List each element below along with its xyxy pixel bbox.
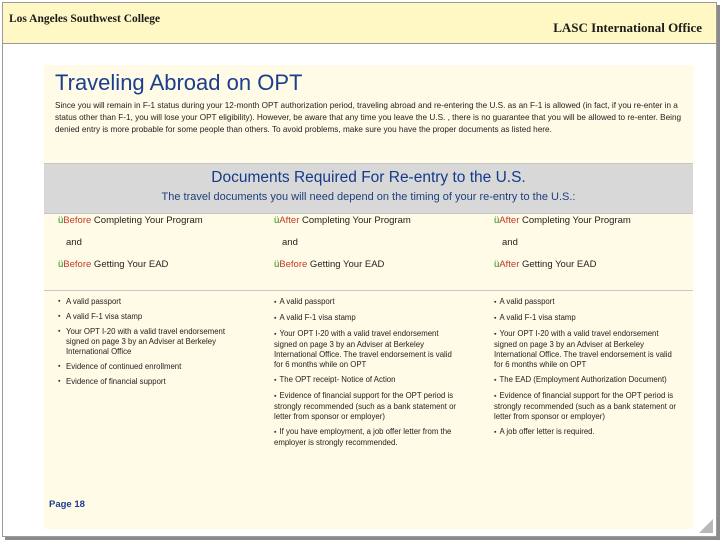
- list-item: ▪ A valid passport: [274, 297, 459, 308]
- page-number: Page 18: [49, 499, 85, 510]
- and-label: and: [282, 237, 298, 248]
- column-3-header: [494, 212, 631, 278]
- slide-header: [3, 3, 716, 44]
- list-item: ▪ Evidence of financial support for the OPT period is strongly recommended (such as a bank statement or letter from sponsor or employer): [494, 391, 679, 422]
- condition-text: Completing Your Program: [519, 215, 631, 226]
- list-item: ▪ Your OPT I-20 with a valid travel endorsement signed on page 3 by an Adviser at Berkeley International Office: [58, 327, 238, 357]
- condition-line: [58, 256, 203, 278]
- condition-keyword: Before: [63, 259, 92, 270]
- list-item: ▪ Your OPT I-20 with a valid travel endorsement signed on page 3 by an Adviser at Berkeley International Office. The travel endorsement is valid for 6 months while on OPT: [274, 329, 459, 370]
- condition-keyword: Before: [279, 259, 308, 270]
- list-item: ▪ If you have employment, a job offer letter from the employer is strongly recommended.: [274, 427, 459, 448]
- list-item: ▪ Evidence of financial support: [58, 377, 238, 387]
- column-3-list: [494, 297, 679, 443]
- column-2-header: [274, 212, 411, 278]
- and-label: and: [66, 237, 82, 248]
- and-label: and: [502, 237, 518, 248]
- list-item: ▪ A valid F-1 visa stamp: [274, 313, 459, 324]
- college-name: Los Angeles Southwest College: [9, 13, 161, 25]
- condition-line: [274, 256, 411, 278]
- list-item: ▪ Evidence of continued enrollment: [58, 362, 238, 372]
- check-icon: ü: [58, 259, 64, 270]
- section-title: Documents Required For Re-entry to the U.S.: [211, 169, 526, 186]
- condition-line: [274, 212, 411, 234]
- condition-keyword: Before: [63, 215, 92, 226]
- condition-text: Getting Your EAD: [519, 259, 597, 270]
- condition-line: [494, 256, 631, 278]
- page-curl-icon: [699, 519, 713, 533]
- list-item: ▪ A job offer letter is required.: [494, 427, 679, 438]
- check-icon: ü: [274, 259, 280, 270]
- column-1-header: [58, 212, 203, 278]
- condition-text: Completing Your Program: [91, 215, 203, 226]
- condition-text: Getting Your EAD: [91, 259, 169, 270]
- condition-line: [58, 212, 203, 234]
- list-item: ▪ A valid passport: [494, 297, 679, 308]
- section-subtitle: The travel documents you will need depend on the timing of your re-entry to the U.S.:: [161, 191, 576, 203]
- check-icon: ü: [494, 215, 500, 226]
- condition-text: Completing Your Program: [299, 215, 411, 226]
- list-item: ▪ The EAD (Employment Authorization Document): [494, 375, 679, 386]
- check-icon: ü: [58, 215, 64, 226]
- list-item: ▪ A valid passport: [58, 297, 238, 307]
- office-name: LASC International Office: [553, 20, 702, 35]
- page-title: Traveling Abroad on OPT: [55, 70, 303, 95]
- condition-keyword: After: [499, 215, 520, 226]
- column-2-list: [274, 297, 459, 453]
- list-item: ▪ Your OPT I-20 with a valid travel endorsement signed on page 3 by an Adviser at Berkeley International Office. The travel endorsement is valid for 6 months while on OPT: [494, 329, 679, 370]
- intro-paragraph: Since you will remain in F-1 status during your 12-month OPT authorization period, traveling abroad and re-entering the U.S. as an F-1 is allowed (in fact, if you re-enter in a status other than F-1, you will lose your OPT eligibility). However, be aware that any time you leave the U.S. , there is no guarantee that you will be allowed to re-enter. Being denied entry is more probable for some people than others. To avoid problems, make sure you have the proper documents as listed here.: [55, 101, 682, 134]
- check-icon: ü: [494, 259, 500, 270]
- check-icon: ü: [274, 215, 280, 226]
- condition-keyword: After: [279, 215, 300, 226]
- condition-keyword: After: [499, 259, 520, 270]
- slide-frame: [2, 2, 717, 537]
- list-item: ▪ Evidence of financial support for the OPT period is strongly recommended (such as a bank statement or letter from sponsor or employer): [274, 391, 459, 422]
- list-item: ▪ The OPT receipt- Notice of Action: [274, 375, 459, 386]
- condition-text: Getting Your EAD: [307, 259, 385, 270]
- list-item: ▪ A valid F-1 visa stamp: [494, 313, 679, 324]
- divider: [44, 290, 693, 291]
- content-panel: [44, 65, 693, 529]
- section-banner: [44, 163, 693, 214]
- column-1-list: [58, 297, 238, 392]
- condition-line: [494, 212, 631, 234]
- list-item: ▪ A valid F-1 visa stamp: [58, 312, 238, 322]
